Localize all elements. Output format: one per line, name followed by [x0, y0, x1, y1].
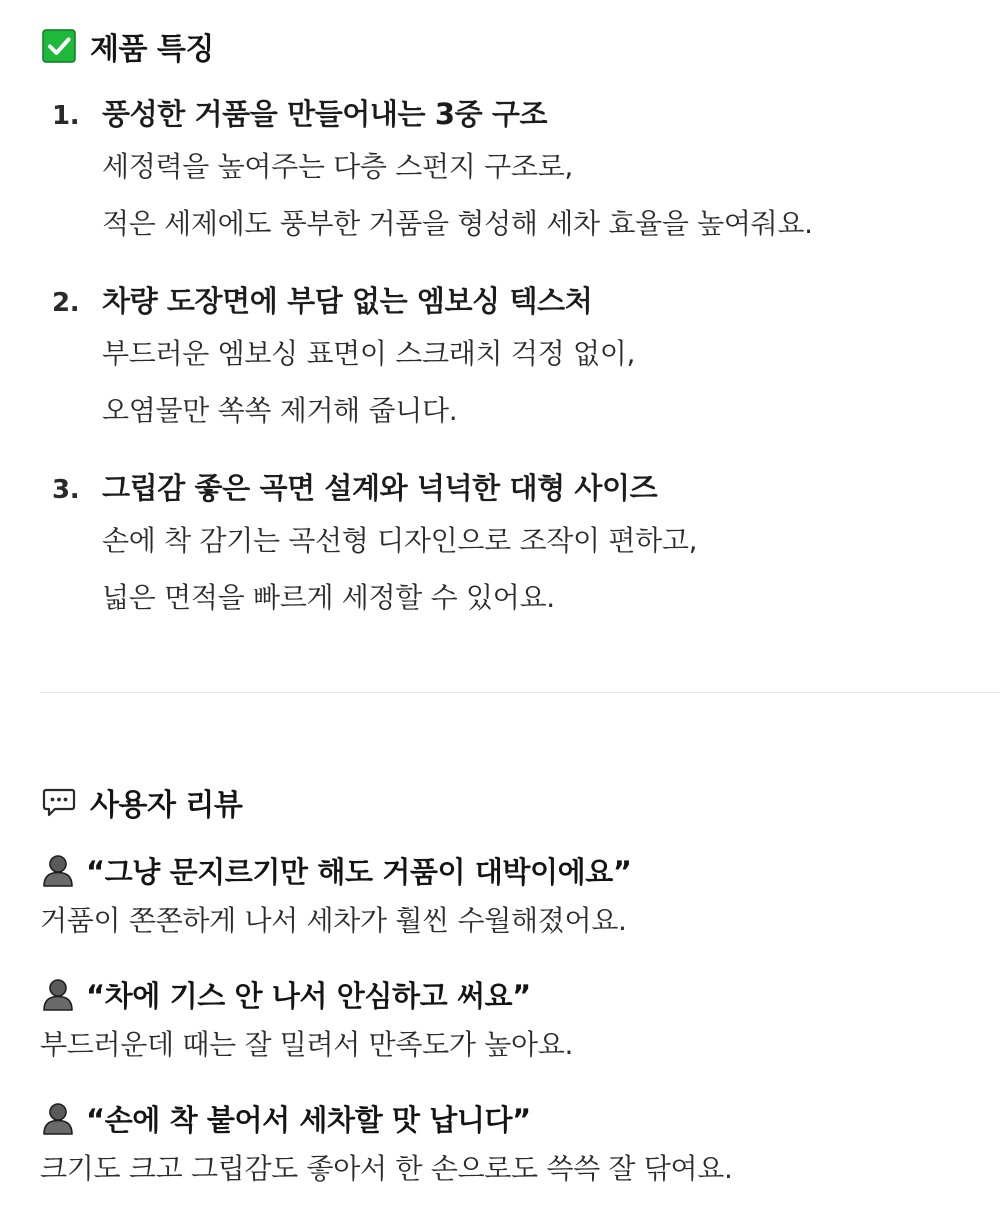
feature-number: 3. — [52, 475, 80, 505]
review-body: 크기도 크고 그립감도 좋아서 한 손으로도 쓱쓱 잘 닦여요. — [40, 1152, 733, 1185]
review-quote — [40, 972, 990, 1016]
feature-list — [52, 92, 982, 653]
feature-heading-text: 풍성한 거품을 만들어내는 3중 구조 — [102, 97, 548, 131]
review-quote-text: “차에 기스 안 나서 안심하고 써요” — [86, 978, 531, 1013]
feature-number: 2. — [52, 288, 80, 318]
feature-heading-text: 그립감 좋은 곡면 설계와 넉넉한 대형 사이즈 — [102, 471, 658, 505]
feature-heading — [52, 466, 982, 508]
feature-description-line: 오염물만 쏙쏙 제거해 줍니다. — [102, 394, 458, 427]
review-quote-text: “손에 착 붙어서 세차할 맛 납니다” — [86, 1102, 531, 1137]
review-item — [40, 972, 990, 1096]
feature-item — [52, 92, 982, 252]
review-list — [40, 848, 990, 1220]
feature-description-line: 세정력을 높여주는 다층 스펀지 구조로, — [102, 150, 573, 183]
check-box-icon — [42, 29, 76, 63]
person-avatar-icon — [40, 852, 76, 888]
review-item — [40, 1096, 990, 1220]
feature-description-line: 넓은 면적을 빠르게 세정할 수 있어요. — [102, 581, 555, 614]
section-divider — [40, 692, 1000, 693]
reviews-title-text: 사용자 리뷰 — [90, 788, 243, 823]
feature-heading — [52, 92, 982, 134]
feature-item — [52, 279, 982, 439]
reviews-section-title — [42, 780, 242, 824]
person-avatar-icon — [40, 1100, 76, 1136]
features-title-text: 제품 특징 — [90, 32, 214, 67]
review-body: 거품이 쫀쫀하게 나서 세차가 훨씬 수월해졌어요. — [40, 904, 627, 937]
speech-bubble-icon — [42, 785, 76, 819]
feature-description-line: 부드러운 엠보싱 표면이 스크래치 걱정 없이, — [102, 337, 636, 370]
review-quote — [40, 1096, 990, 1140]
review-quote — [40, 848, 990, 892]
features-section-title — [42, 24, 214, 68]
feature-heading — [52, 279, 982, 321]
review-quote-text: “그냥 문지르기만 해도 거품이 대박이에요” — [86, 854, 632, 889]
feature-description-line: 손에 착 감기는 곡선형 디자인으로 조작이 편하고, — [102, 524, 698, 557]
feature-item — [52, 466, 982, 626]
feature-number: 1. — [52, 101, 80, 131]
review-item — [40, 848, 990, 972]
person-avatar-icon — [40, 976, 76, 1012]
review-body: 부드러운데 때는 잘 밀려서 만족도가 높아요. — [40, 1028, 574, 1061]
feature-heading-text: 차량 도장면에 부담 없는 엠보싱 텍스처 — [102, 284, 593, 318]
feature-description-line: 적은 세제에도 풍부한 거품을 형성해 세차 효율을 높여줘요. — [102, 207, 813, 240]
